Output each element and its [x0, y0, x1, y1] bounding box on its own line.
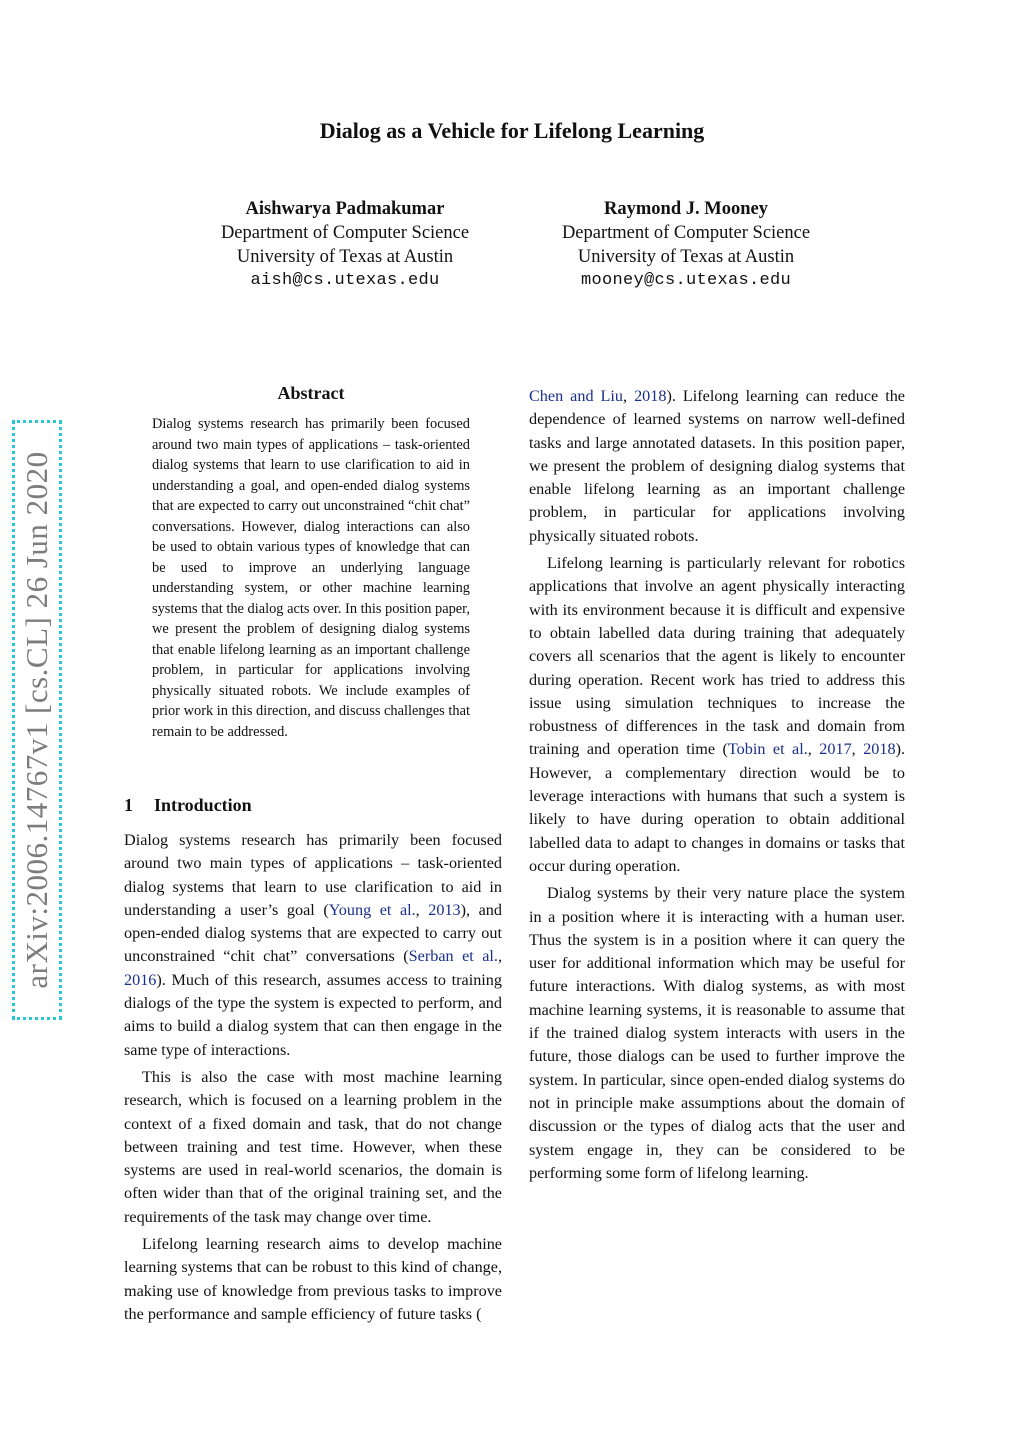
citation-link[interactable]: Young et al. [328, 900, 416, 919]
author-name: Aishwarya Padmakumar [245, 199, 445, 219]
abstract-heading: Abstract [277, 383, 345, 403]
author-university: University of Texas at Austin [577, 247, 795, 267]
citation-link[interactable]: Serban et al. [408, 947, 498, 966]
paragraph-3-cont: Chen and Liu, 2018). Lifelong learning can reduce the dependence of learned systems on narrow well-defined tasks and large annotated datasets. In this position paper, we present the problem of designing dialog systems that enable lifelong learning as an important challenge problem, in particular for applications involving physically situated robots. [529, 387, 905, 545]
citation-year-link[interactable]: 2018 [634, 387, 667, 405]
paper-title: Dialog as a Vehicle for Lifelong Learning [319, 118, 705, 143]
author-department: Department of Computer Science [561, 223, 811, 243]
author-department: Department of Computer Science [220, 223, 470, 243]
author-email: mooney@cs.utexas.edu [580, 271, 792, 290]
section-title: Introduction [154, 795, 252, 815]
paragraph-5: Dialog systems by their very nature place the system in a position where it is interacting with a human user. Thus the system is in a position where it can query the user for additional information which may be useful for future interactions. With dialog systems, as with most machine learning systems, it is reasonable to assume that if the trained dialog system interacts with users in the future, those dialogs can be used to further improve the system. In particular, since open-ended dialog systems do not in principle make assumptions about the domain of discussion or the types of dialog acts that the user and system engage in, they can be considered to be performing some form of lifelong learning. [529, 884, 905, 1182]
abstract [152, 383, 470, 742]
citation-link[interactable]: Tobin et al. [727, 740, 808, 759]
citation-link[interactable]: Chen and Liu [529, 387, 624, 405]
section-heading [124, 795, 502, 816]
section-number: 1 [124, 795, 133, 815]
right-column [529, 385, 905, 1185]
author-email: aish@cs.utexas.edu [250, 271, 440, 290]
citation-year-link[interactable]: 2017 [819, 740, 852, 759]
abstract-text: Dialog systems research has primarily been focused around two main types of applications – task-oriented dialog systems that learn to use clarification to aid in understanding a goal, and open-ended dialog systems that are expected to carry out unconstrained “chit chat” conversations. However, dialog interactions can also be used to obtain various types of knowledge that can be used to improve an underlying language understanding system, or other machine learning systems that the dialog acts over. In this position paper, we present the problem of designing dialog systems that enable lifelong learning as an important challenge problem, in particular for applications involving physically situated robots. We include examples of prior work in this direction, and discuss challenges that remain to be addressed. [152, 416, 470, 740]
author-block-2 [516, 197, 856, 293]
paragraph-2: This is also the case with most machine learning research, which is focused on a learning problem in the context of a fixed domain and task, that do not change between training and test time. However, when these systems are used in real-world scenarios, the domain is often wider than that of the original training set, and the requirements of the task may change over time. [124, 1067, 502, 1226]
citation-year-link[interactable]: 2016 [124, 970, 157, 989]
paragraph-3-start: Lifelong learning research aims to develop machine learning systems that can be robust to this kind of change, making use of knowledge from previous tasks to improve the performance and sample efficiency of future tasks ( [124, 1235, 502, 1323]
arxiv-stamp[interactable] [12, 420, 62, 1020]
author-block-1 [175, 197, 515, 293]
paragraph-1: Dialog systems research has primarily been focused around two main types of applications – task-oriented dialog systems that learn to use clarification to aid in understanding a user’s goal (Young et al., 2013), and open-ended dialog systems that are expected to carry out unconstrained “chit chat” conversations (Serban et al., 2016). Much of this research, assumes access to training dialogs of the type the system is expected to perform, and aims to build a dialog system that can then engage in the same type of interactions. [124, 831, 502, 1059]
author-name: Raymond J. Mooney [604, 199, 768, 219]
paragraph-4: Lifelong learning is particularly relevant for robotics applications that involve an agent physically interacting with its environment because it is difficult and expensive to obtain labelled data during training that adequately covers all scenarios that the agent is likely to encounter during operation. Recent work has tried to address this issue using simulation techniques to increase the robustness of differences in the task and domain from training and operation time (Tobin et al., 2017, 2018). However, a complementary direction would be to leverage interactions with humans that such a system is likely to have during operation to obtain additional labelled data to adapt to changes in domains or tasks that occur during operation. [529, 554, 905, 875]
author-university: University of Texas at Austin [236, 247, 454, 267]
arxiv-stamp-text: arXiv:2006.14767v1 [cs.CL] 26 Jun 2020 [19, 451, 54, 989]
citation-year-link[interactable]: 2018 [863, 740, 896, 759]
introduction-section [124, 795, 502, 1326]
citation-year-link[interactable]: 2013 [428, 900, 461, 919]
